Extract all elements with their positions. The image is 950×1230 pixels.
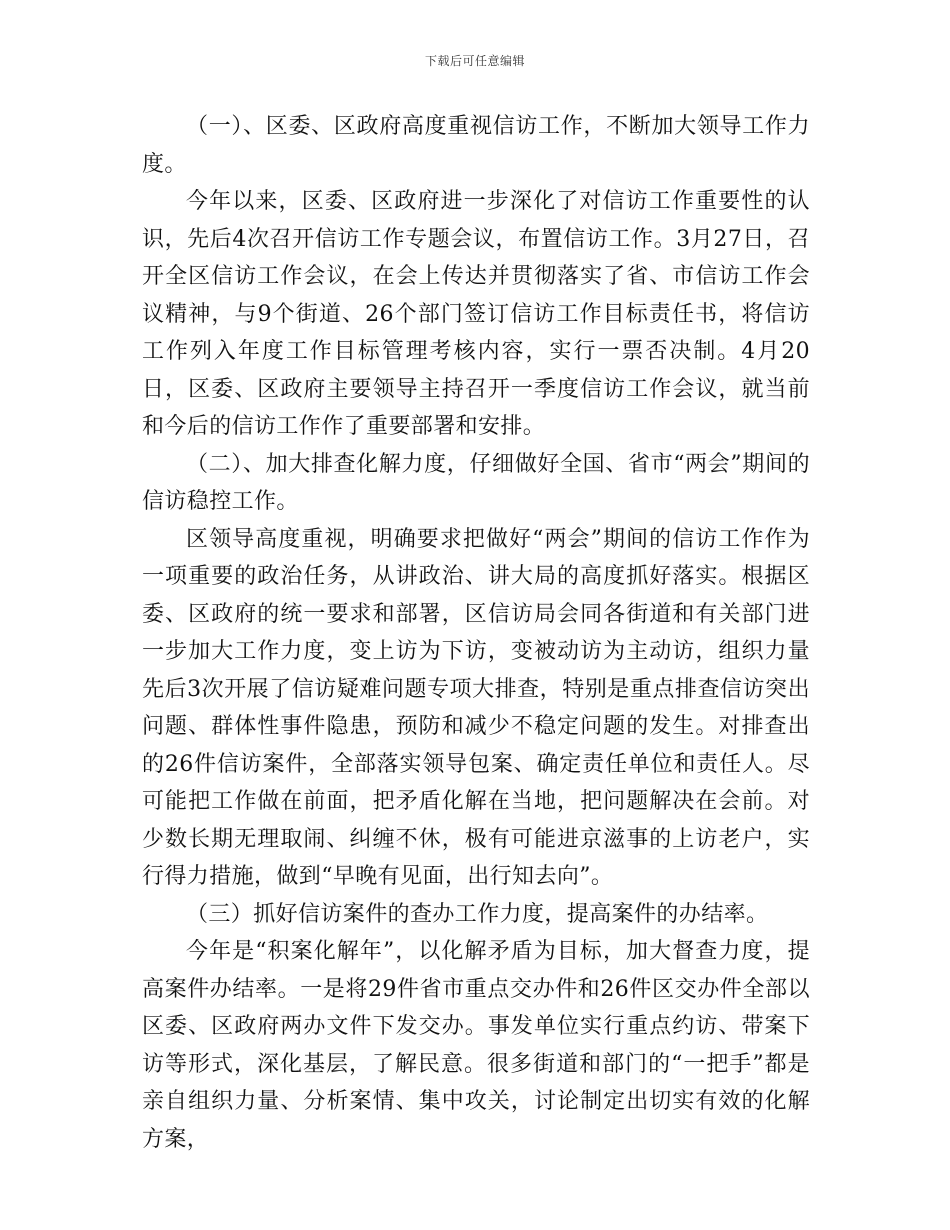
section-heading-2: （二）、加大排查化解力度，仔细做好全国、省市“两会”期间的信访稳控工作。	[142, 451, 810, 514]
body-paragraph-1: 今年以来，区委、区政府进一步深化了对信访工作重要性的认识，先后4次召开信访工作专题会议，布置信访工作。3月27日，召开全区信访工作会议，在会上传达并贯彻落实了省、市信访工作会议精神，与9个街道、26个部门签订信访工作目标责任书，将信访工作列入年度工作目标管理考核内容，实行一票否决制。4月20日，区委、区政府主要领导主持召开一季度信访工作会议，就当前和今后的信访工作作了重要部署和安排。	[142, 189, 810, 439]
section-heading-3: （三）抓好信访案件的查办工作力度，提高案件的办结率。	[186, 901, 769, 927]
page-header: 下载后可任意编辑	[424, 54, 525, 68]
document-body	[142, 108, 810, 1158]
body-paragraph-2: 区领导高度重视，明确要求把做好“两会”期间的信访工作作为一项重要的政治任务，从讲政治、讲大局的高度抓好落实。根据区委、区政府的统一要求和部署，区信访局会同各街道和有关部门进一步加大工作力度，变上访为下访，变被动访为主动访，组织力量先后3次开展了信访疑难问题专项大排查，特别是重点排查信访突出问题、群体性事件隐患，预防和减少不稳定问题的发生。对排查出的26件信访案件，全部落实领导包案、确定责任单位和责任人。尽可能把工作做在前面，把矛盾化解在当地，把问题解决在会前。对少数长期无理取闹、纠缠不休，极有可能进京滋事的上访老户，实行得力措施，做到“早晚有见面，出行知去向”。	[142, 526, 810, 889]
section-heading-1: （一）、区委、区政府高度重视信访工作，不断加大领导工作力度。	[142, 114, 810, 177]
body-paragraph-3: 今年是“积案化解年”，以化解矛盾为目标，加大督查力度，提高案件办结率。一是将29件省市重点交办件和26件区交办件全部以区委、区政府两办文件下发交办。事发单位实行重点约访、带案下访等形式，深化基层，了解民意。很多街道和部门的“一把手”都是亲自组织力量、分析案情、集中攻关，讨论制定出切实有效的化解方案，	[142, 939, 810, 1152]
